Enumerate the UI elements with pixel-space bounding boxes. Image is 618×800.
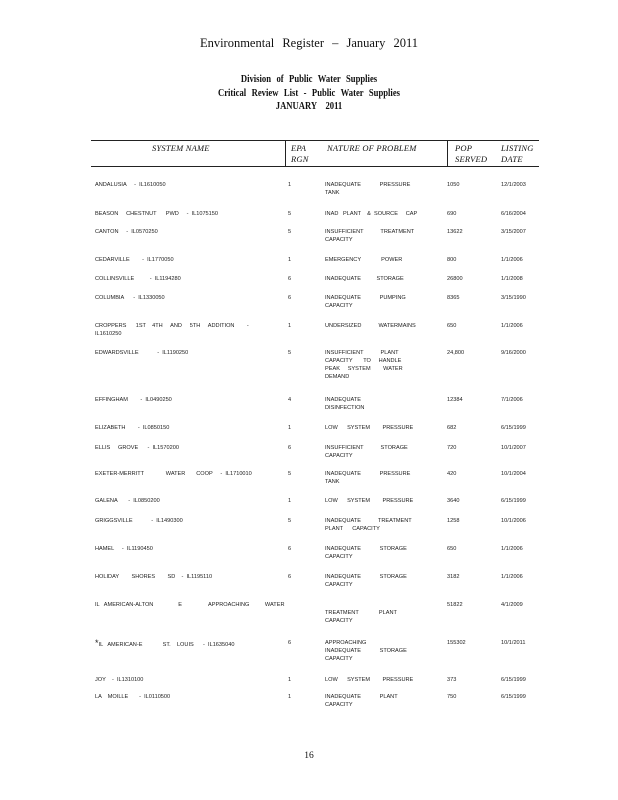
system-name-cell [95, 181, 285, 189]
system-name-cell [95, 210, 285, 218]
system-name-cell [95, 228, 285, 236]
column-header-system-name: SYSTEM NAME [152, 143, 210, 153]
population-served-cell: 373 [447, 677, 457, 683]
listing-date-cell: 6/15/1999 [501, 694, 526, 700]
listing-date-cell: 6/15/1999 [501, 498, 526, 504]
epa-region-cell: 6 [288, 276, 292, 282]
nature-of-problem-cell: LOW SYSTEM PRESSURE [325, 498, 414, 504]
system-name-cell [95, 275, 285, 283]
system-name-text: IL AMERICAN-ALTON E APPROACHING WATER [95, 602, 285, 608]
header-divider [285, 141, 286, 166]
listing-date-cell: 10/1/2011 [501, 640, 526, 646]
nature-of-problem-cell: INAD PLANT & SOURCE CAP [325, 211, 418, 217]
listing-date-cell: 6/16/2004 [501, 211, 526, 217]
population-served-cell: 1258 [447, 518, 460, 524]
system-name-cell [95, 573, 285, 581]
system-name-cell [95, 601, 285, 609]
system-name-cell [95, 639, 285, 649]
listing-date-cell: 6/15/1999 [501, 677, 526, 683]
system-name-text: EFFINGHAM - IL0490250 [95, 397, 172, 403]
asterisk-marker: * [95, 638, 99, 648]
system-name-text: ELIZABETH - IL0850150 [95, 425, 170, 431]
system-name-text: BEASON CHESTNUT PWD - IL1075150 [95, 211, 218, 217]
nature-of-problem-cell: INADEQUATE PRESSURE TANK [325, 471, 411, 485]
nature-of-problem-cell: INADEQUATE DISINFECTION [325, 397, 365, 411]
system-name-cell [95, 396, 285, 404]
population-served-cell: 800 [447, 257, 457, 263]
population-served-cell: 51822 [447, 602, 463, 608]
system-name-text: COLUMBIA - IL1330050 [95, 295, 165, 301]
population-served-cell: 690 [447, 211, 457, 217]
listing-date-cell: 7/1/2006 [501, 397, 523, 403]
epa-region-cell: 5 [288, 211, 292, 217]
system-name-text: LA MOILLE - IL0110500 [95, 694, 171, 700]
system-name-text: HAMEL - IL1190450 [95, 546, 153, 552]
epa-region-cell: 5 [288, 518, 292, 524]
listing-date-cell: 10/1/2006 [501, 518, 526, 524]
column-header-nature-of-problem: NATURE OF PROBLEM [327, 143, 417, 153]
nature-of-problem-cell: UNDERSIZED WATERMAINS [325, 323, 416, 329]
nature-of-problem-cell: INSUFFICIENT PLANT CAPACITY TO HANDLE PEAK SYSTEM WATER DEMAND [325, 350, 403, 380]
listing-date-cell: 6/15/1999 [501, 425, 526, 431]
listing-date-cell: 1/1/2006 [501, 323, 523, 329]
epa-region-cell: 6 [288, 640, 292, 646]
system-name-text: EXETER-MERRITT WATER COOP - IL1710010 [95, 471, 252, 477]
population-served-cell: 24,800 [447, 350, 465, 356]
system-name-text: CROPPERS 1ST 4TH AND 5TH ADDITION - IL1610250 [95, 323, 249, 337]
epa-region-cell: 1 [288, 694, 292, 700]
listing-date-cell: 1/1/2008 [501, 276, 523, 282]
epa-region-cell: 1 [288, 677, 292, 683]
epa-region-cell: 1 [288, 323, 292, 329]
nature-of-problem-cell: INADEQUATE PRESSURE TANK [325, 182, 411, 196]
nature-of-problem-cell: INADEQUATE STORAGE [325, 276, 404, 282]
system-name-text: ANDALUSIA - IL1610050 [95, 182, 166, 188]
system-name-text: GRIGGSVILLE - IL1490300 [95, 518, 183, 524]
system-name-text: COLLINSVILLE - IL1194280 [95, 276, 181, 282]
division-title: Division of Public Water Supplies [240, 74, 378, 85]
system-name-text: ELLIS GROVE - IL1570200 [95, 445, 179, 451]
nature-of-problem-cell: APPROACHING INADEQUATE STORAGE CAPACITY [325, 640, 407, 662]
nature-of-problem-cell: INADEQUATE TREATMENT PLANT CAPACITY [325, 518, 412, 532]
column-header-pop-served: POP SERVED [455, 143, 488, 164]
table-header-rule [91, 166, 539, 167]
population-served-cell: 650 [447, 546, 457, 552]
system-name-cell [95, 322, 285, 338]
nature-of-problem-cell: LOW SYSTEM PRESSURE [325, 677, 414, 683]
population-served-cell: 13622 [447, 229, 463, 235]
table-top-rule [91, 140, 539, 141]
system-name-cell [95, 294, 285, 302]
system-name-text: IL AMERICAN-E ST. LOUIS - IL1635040 [98, 642, 235, 648]
nature-of-problem-cell: TREATMENT PLANT CAPACITY [325, 610, 397, 624]
system-name-cell [95, 676, 285, 684]
system-name-text: HOLIDAY SHORES SD - IL1195110 [95, 574, 213, 580]
population-served-cell: 26800 [447, 276, 463, 282]
listing-date-cell: 3/15/2007 [501, 229, 526, 235]
listing-date-cell: 10/1/2007 [501, 445, 526, 451]
epa-region-cell: 5 [288, 471, 292, 477]
header-divider [447, 141, 448, 166]
listing-date-cell: 1/1/2006 [501, 546, 523, 552]
epa-region-cell: 6 [288, 574, 292, 580]
epa-region-cell: 6 [288, 546, 292, 552]
system-name-text: JOY - IL1310100 [95, 677, 144, 683]
epa-region-cell: 1 [288, 425, 292, 431]
system-name-cell [95, 517, 285, 525]
listing-date-cell: 9/16/2000 [501, 350, 526, 356]
epa-region-cell: 6 [288, 445, 292, 451]
nature-of-problem-cell: INSUFFICIENT STORAGE CAPACITY [325, 445, 408, 459]
epa-region-cell: 5 [288, 350, 292, 356]
system-name-text: CANTON - IL0570250 [95, 229, 158, 235]
system-name-cell [95, 470, 285, 478]
system-name-cell [95, 444, 285, 452]
population-served-cell: 420 [447, 471, 457, 477]
population-served-cell: 1050 [447, 182, 460, 188]
population-served-cell: 750 [447, 694, 457, 700]
system-name-cell [95, 256, 285, 264]
population-served-cell: 155302 [447, 640, 466, 646]
epa-region-cell: 5 [288, 229, 292, 235]
column-header-epa-rgn: EPA RGN [291, 143, 309, 164]
population-served-cell: 720 [447, 445, 457, 451]
population-served-cell: 3182 [447, 574, 460, 580]
system-name-text: GALENA - IL0850200 [95, 498, 160, 504]
listing-date-cell: 10/1/2004 [501, 471, 526, 477]
system-name-cell [95, 424, 285, 432]
listing-date-cell: 1/1/2006 [501, 574, 523, 580]
epa-region-cell: 1 [288, 257, 292, 263]
system-name-cell [95, 497, 285, 505]
register-title: Environmental Register – January 2011 [199, 36, 419, 50]
month-title: JANUARY 2011 [275, 101, 343, 112]
nature-of-problem-cell: INADEQUATE STORAGE CAPACITY [325, 574, 407, 588]
nature-of-problem-cell: INSUFFICIENT TREATMENT CAPACITY [325, 229, 415, 243]
column-header-listing-date: LISTING DATE [501, 143, 534, 164]
listing-date-cell: 1/1/2006 [501, 257, 523, 263]
system-name-text: EDWARDSVILLE - IL1190250 [95, 350, 189, 356]
population-served-cell: 12384 [447, 397, 463, 403]
population-served-cell: 650 [447, 323, 457, 329]
system-name-cell [95, 693, 285, 701]
system-name-text: CEDARVILLE - IL1770050 [95, 257, 174, 263]
population-served-cell: 682 [447, 425, 457, 431]
system-name-cell [95, 545, 285, 553]
nature-of-problem-cell: EMERGENCY POWER [325, 257, 403, 263]
listing-date-cell: 4/1/2009 [501, 602, 523, 608]
population-served-cell: 3640 [447, 498, 460, 504]
epa-region-cell: 6 [288, 295, 292, 301]
population-served-cell: 8365 [447, 295, 460, 301]
epa-region-cell: 1 [288, 498, 292, 504]
system-name-cell [95, 349, 285, 357]
nature-of-problem-cell: INADEQUATE PUMPING CAPACITY [325, 295, 406, 309]
page-number: 16 [304, 751, 314, 761]
epa-region-cell: 4 [288, 397, 292, 403]
list-title: Critical Review List - Public Water Supplies [217, 88, 400, 99]
nature-of-problem-cell: INADEQUATE STORAGE CAPACITY [325, 546, 407, 560]
listing-date-cell: 12/1/2003 [501, 182, 526, 188]
epa-region-cell: 1 [288, 182, 292, 188]
listing-date-cell: 3/15/1990 [501, 295, 526, 301]
nature-of-problem-cell: INADEQUATE PLANT CAPACITY [325, 694, 398, 708]
nature-of-problem-cell: LOW SYSTEM PRESSURE [325, 425, 414, 431]
